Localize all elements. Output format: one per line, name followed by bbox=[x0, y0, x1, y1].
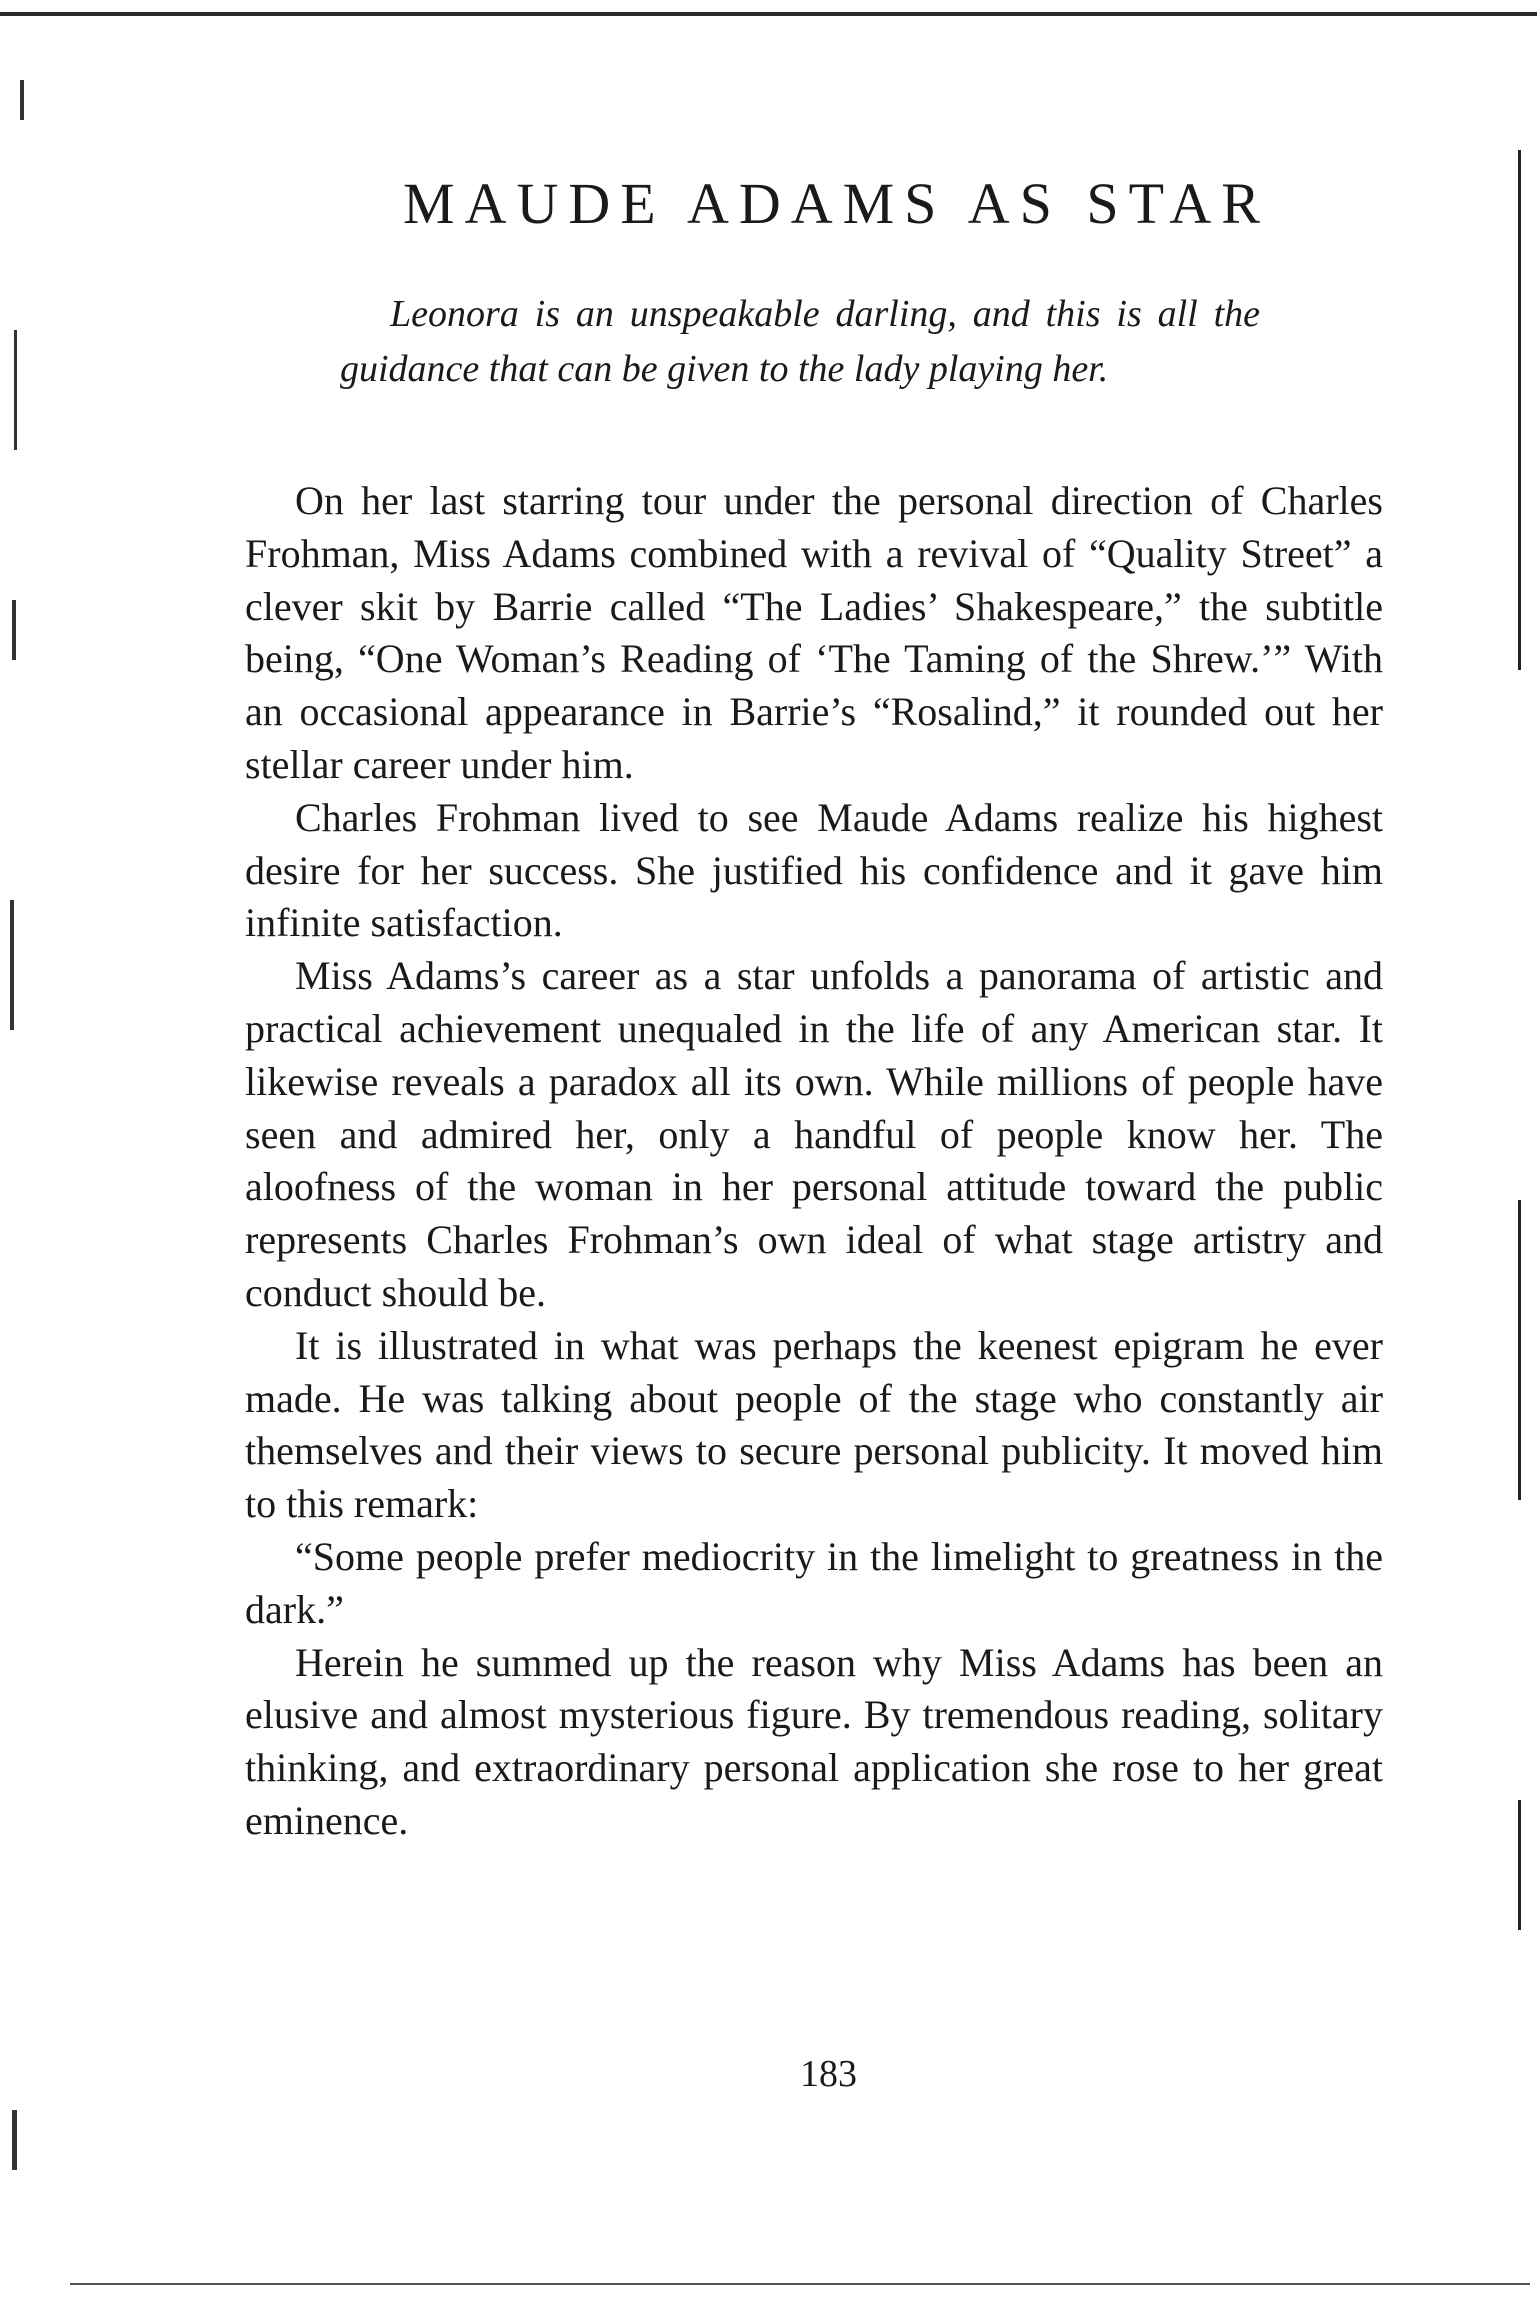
left-margin-mark bbox=[10, 900, 14, 1030]
chapter-title: MAUDE ADAMS AS STAR bbox=[403, 171, 1270, 236]
book-page bbox=[245, 170, 1383, 1848]
body-paragraph: It is illustrated in what was perhaps the keenest epigram he ever made. He was talking about people of the stage who constantly air themselves and their views to secure personal publicity. It moved him to this remark: bbox=[245, 1322, 1383, 1527]
body-paragraph: Herein he summed up the reason why Miss Adams has been an elusive and almost mysterious figure. By tremendous reading, solitary thinking, and extraordinary personal application she rose to her great eminence. bbox=[245, 1639, 1383, 1843]
page-number: 183 bbox=[800, 2053, 857, 2095]
body-paragraph: On her last starring tour under the personal direction of Charles Frohman, Miss Adams combined with a revival of “Quality Street” a clever skit by Barrie called “The Ladies’ Shakespeare,” the subtitle being, “One Woman’s Reading of ‘The Taming of the Shrew.’” With an occasional appearance in Barrie’s “Rosalind,” it rounded out her stellar career under him. bbox=[245, 478, 1383, 787]
left-margin-mark bbox=[12, 600, 16, 660]
body-paragraph: Charles Frohman lived to see Maude Adams realize his highest desire for her success. She justified his confidence and it gave him infinite satisfaction. bbox=[245, 794, 1383, 946]
right-margin-mark bbox=[1518, 150, 1521, 670]
left-margin-mark bbox=[12, 2110, 17, 2170]
bottom-rule bbox=[70, 2283, 1530, 2285]
right-margin-mark bbox=[1518, 1800, 1521, 1930]
right-margin-mark bbox=[1518, 1200, 1521, 1500]
epigraph: Leonora is an unspeakable darling, and this is all the guidance that can be given to the lady playing her. bbox=[340, 293, 1260, 390]
left-margin-mark bbox=[14, 330, 17, 450]
body-paragraph: Miss Adams’s career as a star unfolds a panorama of artistic and practical achievement unequaled in the life of any American star. It likewise reveals a paradox all its own. While millions of people have seen and admired her, only a handful of people know her. The aloofness of the woman in her personal attitude toward the public represents Charles Frohman’s own ideal of what stage artistry and conduct should be. bbox=[245, 953, 1383, 1315]
top-rule bbox=[0, 12, 1537, 16]
left-margin-mark bbox=[20, 80, 24, 120]
body-paragraph: “Some people prefer mediocrity in the limelight to greatness in the dark.” bbox=[245, 1533, 1383, 1632]
